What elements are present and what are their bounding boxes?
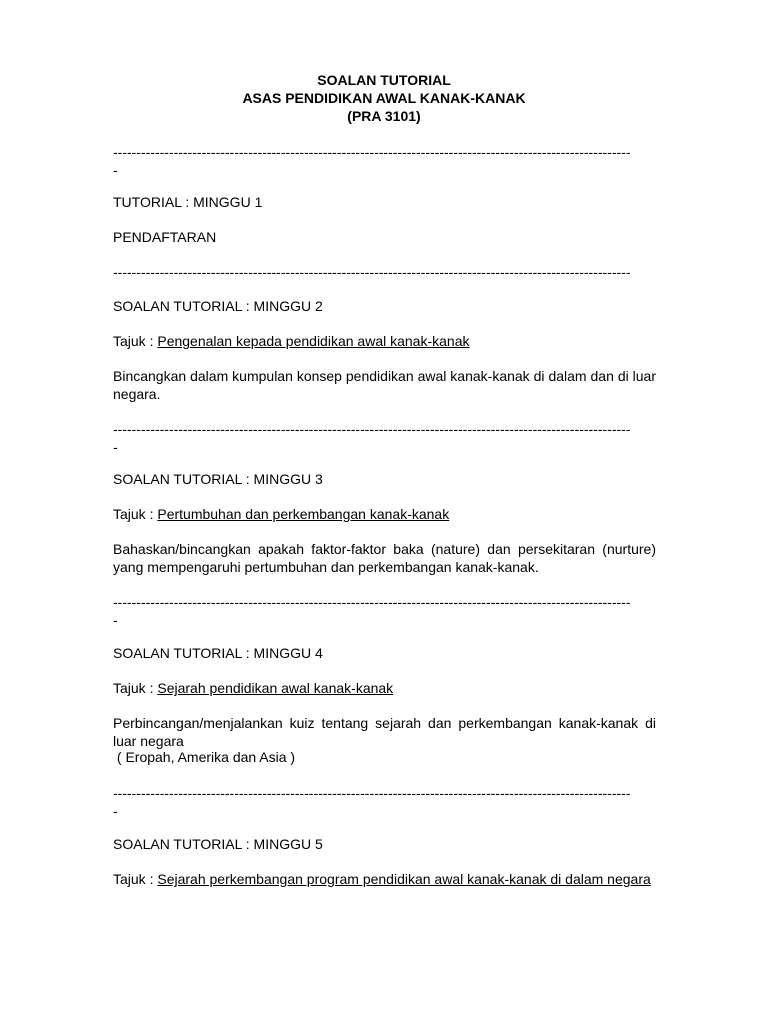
- header-course-name: ASAS PENDIDIKAN AWAL KANAK-KANAK: [242, 90, 526, 106]
- tajuk-title: Sejarah pendidikan awal kanak-kanak: [157, 680, 394, 696]
- week3-heading: SOALAN TUTORIAL : MINGGU 3: [113, 471, 323, 487]
- header-title: SOALAN TUTORIAL: [317, 72, 451, 88]
- week2-text: Bincangkan dalam kumpulan konsep pendidikan awal kanak-kanak di dalam dan di luar negara.: [113, 368, 656, 402]
- header-course-code: (PRA 3101): [347, 108, 421, 124]
- separator-line: ---------------------------------------------------------------------------------------------------------------: [113, 421, 631, 437]
- separator-tail: -: [113, 803, 118, 819]
- week1-text: PENDAFTARAN: [113, 229, 217, 245]
- week2-tajuk: [113, 332, 656, 350]
- week4-heading: SOALAN TUTORIAL : MINGGU 4: [113, 645, 323, 661]
- separator: [113, 263, 656, 281]
- tajuk-title: Pengenalan kepada pendidikan awal kanak-kanak: [157, 333, 470, 349]
- separator: [113, 784, 656, 820]
- separator: [113, 593, 656, 629]
- tajuk-label: Tajuk :: [113, 506, 154, 522]
- separator-line: ---------------------------------------------------------------------------------------------------------------: [113, 785, 631, 801]
- week3-text: Bahaskan/bincangkan apakah faktor-faktor baka (nature) dan persekitaran (nurture) yang mempengaruhi pertumbuhan dan perkembangan kanak-kanak.: [113, 541, 656, 575]
- week3-tajuk: [113, 505, 656, 523]
- separator-line: ---------------------------------------------------------------------------------------------------------------: [113, 144, 631, 160]
- tajuk-title: Sejarah perkembangan program pendidikan awal kanak-kanak di dalam negara: [157, 871, 651, 887]
- week5-heading: SOALAN TUTORIAL : MINGGU 5: [113, 836, 323, 852]
- tajuk-label: Tajuk :: [113, 871, 154, 887]
- week4-tajuk: [113, 679, 656, 697]
- week5-tajuk: [113, 870, 656, 888]
- week4-note: ( Eropah, Amerika dan Asia ): [113, 749, 296, 765]
- tajuk-label: Tajuk :: [113, 680, 154, 696]
- separator-tail: -: [113, 162, 118, 178]
- separator: [113, 143, 656, 179]
- tajuk-label: Tajuk :: [113, 333, 154, 349]
- separator: [113, 420, 656, 456]
- week2-heading: SOALAN TUTORIAL : MINGGU 2: [113, 298, 323, 314]
- document-header: [0, 71, 768, 125]
- separator-tail: -: [113, 439, 118, 455]
- tajuk-title: Pertumbuhan dan perkembangan kanak-kanak: [157, 506, 450, 522]
- separator-line: ---------------------------------------------------------------------------------------------------------------: [113, 594, 631, 610]
- separator-line: ---------------------------------------------------------------------------------------------------------------: [113, 264, 631, 280]
- separator-tail: -: [113, 612, 118, 628]
- week1-heading: TUTORIAL : MINGGU 1: [113, 194, 263, 210]
- week4-text: Perbincangan/menjalankan kuiz tentang sejarah dan perkembangan kanak-kanak di luar negara: [113, 715, 656, 749]
